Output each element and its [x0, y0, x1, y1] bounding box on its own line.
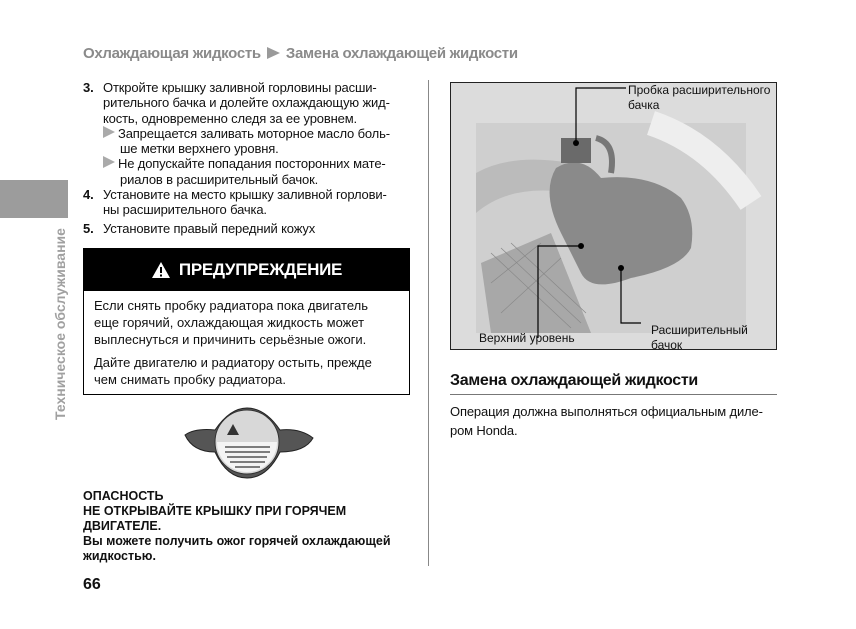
step-line: Установите на место крышку заливной горлови-: [103, 187, 387, 203]
tank-label: Расширительный бачок: [651, 323, 748, 350]
step-3: [83, 80, 413, 126]
section-tab: [0, 180, 68, 218]
heading-rule: [450, 394, 777, 395]
note-line: риалов в расширительный бачок.: [120, 171, 319, 187]
step-line: ны расширительного бачка.: [103, 202, 267, 218]
arrow-icon: [267, 47, 280, 59]
section-heading: Замена охлаждающей жидкости: [450, 372, 698, 389]
note-line: Не допускайте попадания посторонних мате-: [118, 156, 386, 172]
step-line: Установите правый передний кожух: [103, 220, 316, 236]
level-label: Верхний уровень: [479, 331, 575, 345]
section-body: Операция должна выполняться официальным диле- ром Honda.: [450, 404, 763, 438]
step-5: [83, 221, 413, 236]
page-number: 66: [83, 576, 101, 593]
arrow-icon: [103, 126, 115, 138]
step-line: Откройте крышку заливной горловины расши-: [103, 80, 377, 95]
warning-paragraph: Дайте двигателю и радиатору остыть, прежде чем снимать пробку радиатора.: [94, 355, 372, 387]
column-divider: [428, 80, 429, 566]
cap-label: Пробка расширительного бачка: [628, 83, 771, 112]
step-number: 3.: [83, 80, 94, 95]
warning-header: [84, 248, 409, 291]
warning-icon: [151, 261, 171, 279]
warning-title: ПРЕДУПРЕЖДЕНИЕ: [178, 259, 343, 279]
radiator-cap-image: [175, 400, 320, 485]
breadcrumb-section: Охлаждающая жидкость: [83, 45, 261, 62]
step-4: [83, 187, 413, 218]
step-number: 5.: [83, 220, 94, 236]
step-line: кость, одновременно следя за ее уровнем.: [103, 110, 358, 126]
breadcrumb: [83, 45, 518, 62]
breadcrumb-subsection: Замена охлаждающей жидкости: [285, 45, 518, 62]
note-line: Запрещается заливать моторное масло боль-: [118, 125, 390, 141]
arrow-icon: [103, 156, 115, 168]
warning-paragraph: Если снять пробку радиатора пока двигатель еще горячий, охлаждающая жидкость может выплеснуться и причинить серьёзные ожоги.: [94, 298, 368, 347]
note: [83, 156, 413, 187]
engine-illustration: [451, 83, 777, 350]
note: [83, 126, 413, 157]
step-number: 4.: [83, 187, 94, 203]
note-line: ше метки верхнего уровня.: [120, 141, 279, 157]
expansion-tank-figure: [450, 82, 777, 350]
instruction-list: [83, 80, 413, 236]
step-line: рительного бачка и долейте охлаждающую жид-: [103, 95, 390, 111]
side-tab-label: Техническое обслуживание: [52, 228, 68, 420]
danger-notice: ОПАСНОСТЬ НЕ ОТКРЫВАЙТЕ КРЫШКУ ПРИ ГОРЯЧЕМ ДВИГАТЕЛЕ. Вы можете получить ожог горячей охлаждающей жидкостью.: [83, 489, 391, 563]
warning-box: [83, 248, 410, 395]
